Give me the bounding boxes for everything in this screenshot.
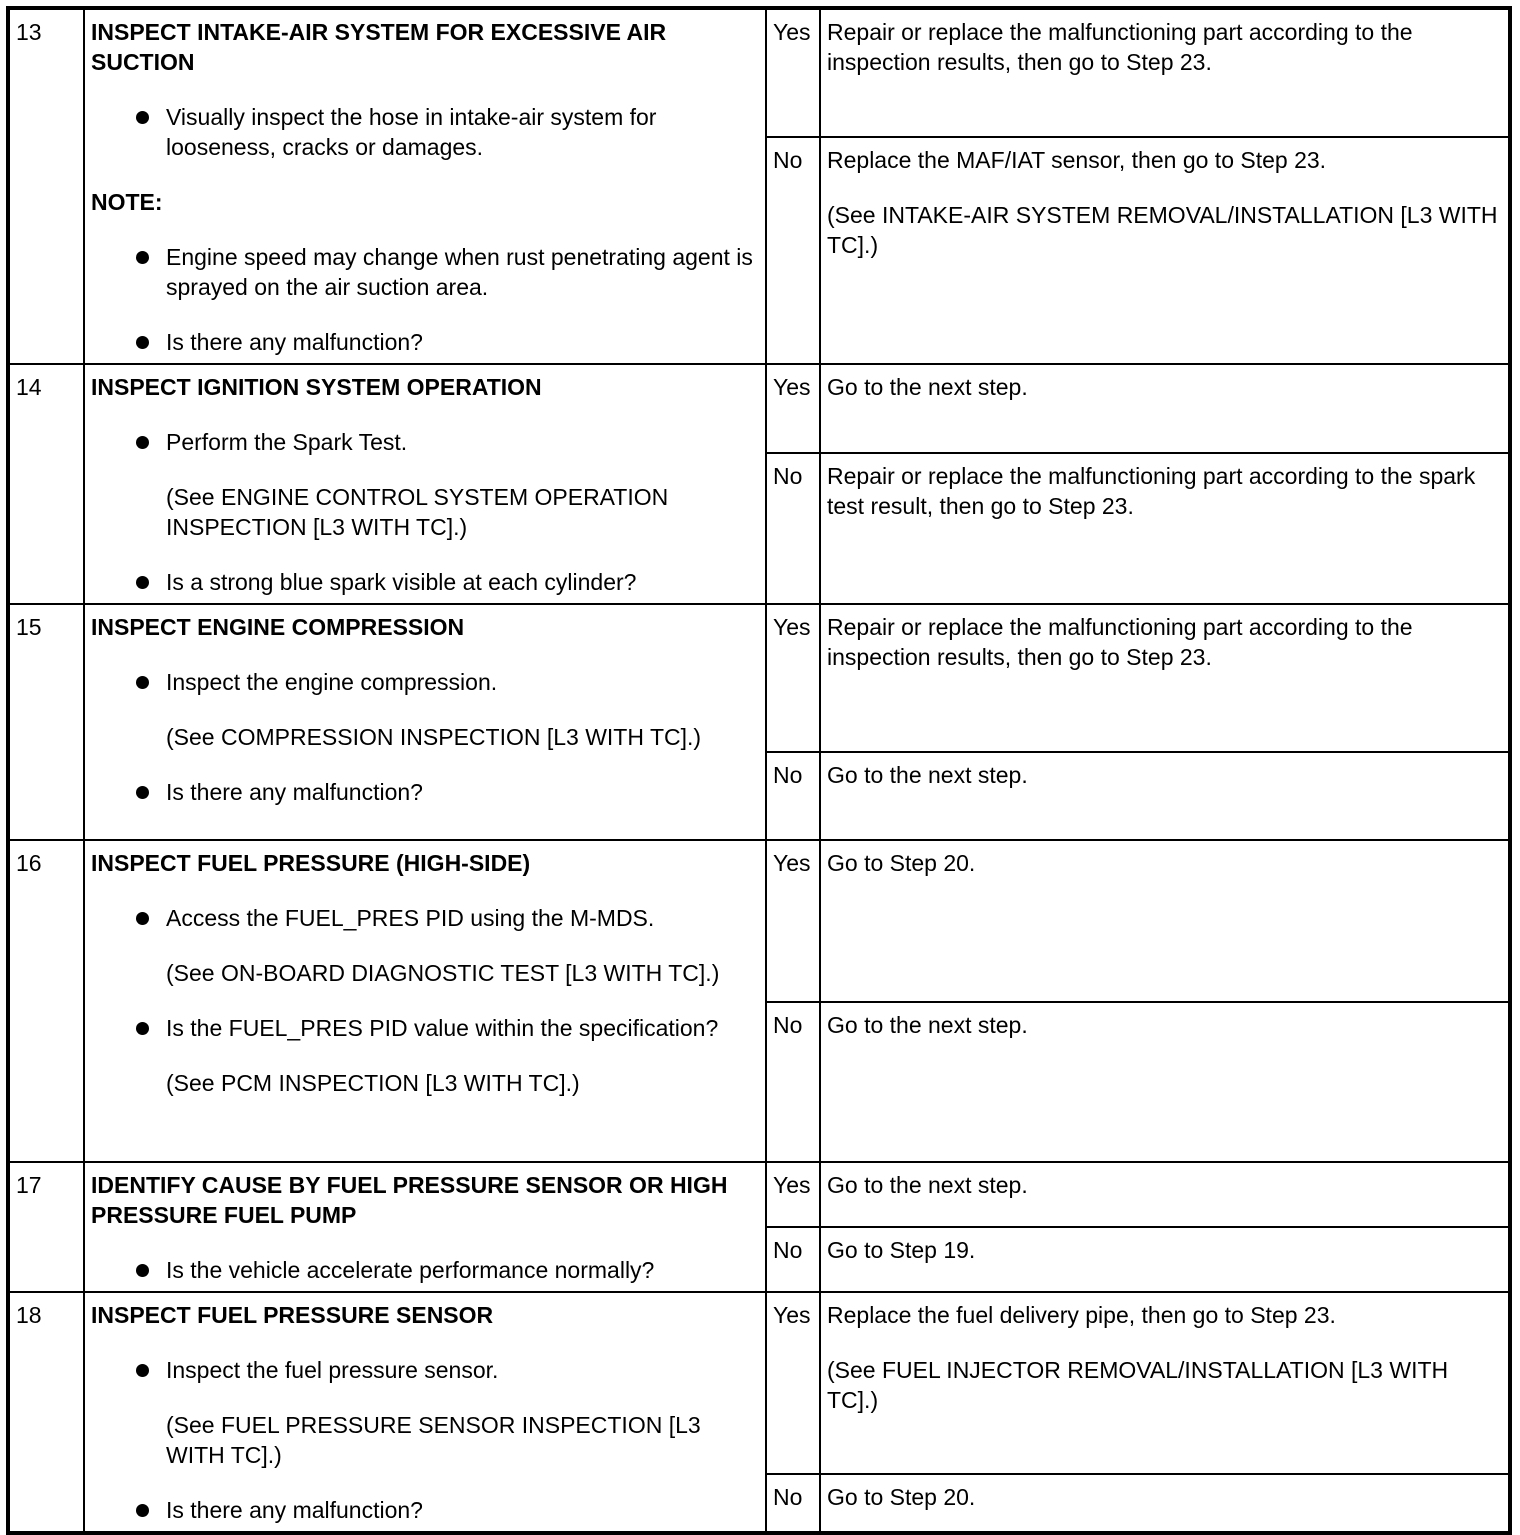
- step-row-16-yes: [8, 840, 1510, 1002]
- yes-action: [820, 8, 1510, 137]
- no-label: No: [766, 752, 820, 840]
- bullet-item: Perform the Spark Test.: [91, 427, 759, 457]
- no-label: No: [766, 453, 820, 604]
- yes-action-text: Repair or replace the malfunctioning part according to the inspection results, then go to Step 23.: [827, 19, 1413, 75]
- question-item: Is the FUEL_PRES PID value within the specification?: [91, 1013, 759, 1043]
- yes-label: Yes: [766, 364, 820, 453]
- reference-text: (See COMPRESSION INSPECTION [L3 WITH TC].): [166, 724, 702, 750]
- step-title: IDENTIFY CAUSE BY FUEL PRESSURE SENSOR OR HIGH PRESSURE FUEL PUMP: [91, 1172, 728, 1228]
- diagnostic-procedure-table: [6, 6, 1512, 1535]
- no-action: Go to the next step.: [820, 752, 1510, 840]
- reference-text: (See ON-BOARD DIAGNOSTIC TEST [L3 WITH TC].): [166, 960, 720, 986]
- step-number: 18: [8, 1292, 84, 1533]
- step-title: INSPECT INTAKE-AIR SYSTEM FOR EXCESSIVE AIR SUCTION: [91, 19, 667, 75]
- note-label: NOTE:: [91, 189, 163, 215]
- question-item: Is there any malfunction?: [91, 327, 759, 357]
- step-action-cell: [84, 840, 766, 1162]
- yes-action: Go to the next step.: [820, 364, 1510, 453]
- step-action-cell: [84, 1162, 766, 1292]
- no-action: Go to the next step.: [820, 1002, 1510, 1162]
- no-action: Repair or replace the malfunctioning part according to the spark test result, then go to Step 23.: [820, 453, 1510, 604]
- yes-label: Yes: [766, 604, 820, 752]
- no-action: Go to Step 19.: [820, 1227, 1510, 1292]
- yes-label: Yes: [766, 8, 820, 137]
- reference-text: (See PCM INSPECTION [L3 WITH TC].): [166, 1070, 580, 1096]
- step-row-17-yes: [8, 1162, 1510, 1227]
- bullet-item: Engine speed may change when rust penetrating agent is sprayed on the air suction area.: [91, 242, 759, 302]
- no-action-text: Replace the MAF/IAT sensor, then go to Step 23.: [827, 147, 1327, 174]
- step-number: 13: [8, 8, 84, 364]
- yes-action: Go to the next step.: [820, 1162, 1510, 1227]
- yes-action: [820, 1292, 1510, 1474]
- yes-action-text: Replace the fuel delivery pipe, then go to Step 23.: [827, 1302, 1336, 1328]
- question-item: Is there any malfunction?: [91, 1495, 759, 1525]
- yes-label: Yes: [766, 1162, 820, 1227]
- step-action-cell: [84, 8, 766, 364]
- yes-action-reference: (See FUEL INJECTOR REMOVAL/INSTALLATION [L3 WITH TC].): [827, 1357, 1449, 1413]
- yes-action: Repair or replace the malfunctioning part according to the inspection results, then go to Step 23.: [820, 604, 1510, 752]
- step-number: 14: [8, 364, 84, 604]
- question-item: Is the vehicle accelerate performance normally?: [91, 1255, 759, 1285]
- step-row-15-yes: [8, 604, 1510, 752]
- no-label: No: [766, 1474, 820, 1533]
- no-action: Go to Step 20.: [820, 1474, 1510, 1533]
- yes-label: Yes: [766, 840, 820, 1002]
- question-item: Is there any malfunction?: [91, 777, 759, 807]
- no-label: No: [766, 1227, 820, 1292]
- step-number: 15: [8, 604, 84, 840]
- no-action: [820, 137, 1510, 364]
- step-title: INSPECT IGNITION SYSTEM OPERATION: [91, 374, 542, 400]
- step-title: INSPECT FUEL PRESSURE SENSOR: [91, 1302, 494, 1328]
- yes-label: Yes: [766, 1292, 820, 1474]
- yes-action: Go to Step 20.: [820, 840, 1510, 1002]
- step-action-cell: [84, 364, 766, 604]
- step-row-14-yes: [8, 364, 1510, 453]
- bullet-item: Inspect the engine compression.: [91, 667, 759, 697]
- no-action-reference: (See INTAKE-AIR SYSTEM REMOVAL/INSTALLATION [L3 WITH TC].): [827, 202, 1498, 259]
- step-number: 16: [8, 840, 84, 1162]
- step-title: INSPECT FUEL PRESSURE (HIGH-SIDE): [91, 850, 531, 876]
- bullet-item: Access the FUEL_PRES PID using the M-MDS.: [91, 903, 759, 933]
- step-row-13-yes: [8, 8, 1510, 137]
- reference-text: (See FUEL PRESSURE SENSOR INSPECTION [L3 WITH TC].): [166, 1412, 701, 1468]
- no-label: No: [766, 1002, 820, 1162]
- bullet-item: Inspect the fuel pressure sensor.: [91, 1355, 759, 1385]
- no-label: No: [766, 137, 820, 364]
- step-action-cell: [84, 604, 766, 840]
- step-action-cell: [84, 1292, 766, 1533]
- reference-text: (See ENGINE CONTROL SYSTEM OPERATION INSPECTION [L3 WITH TC].): [166, 484, 669, 540]
- question-item: Is a strong blue spark visible at each cylinder?: [91, 567, 759, 597]
- step-number: 17: [8, 1162, 84, 1292]
- step-row-18-yes: [8, 1292, 1510, 1474]
- bullet-item: Visually inspect the hose in intake-air system for looseness, cracks or damages.: [91, 102, 759, 162]
- step-title: INSPECT ENGINE COMPRESSION: [91, 614, 465, 640]
